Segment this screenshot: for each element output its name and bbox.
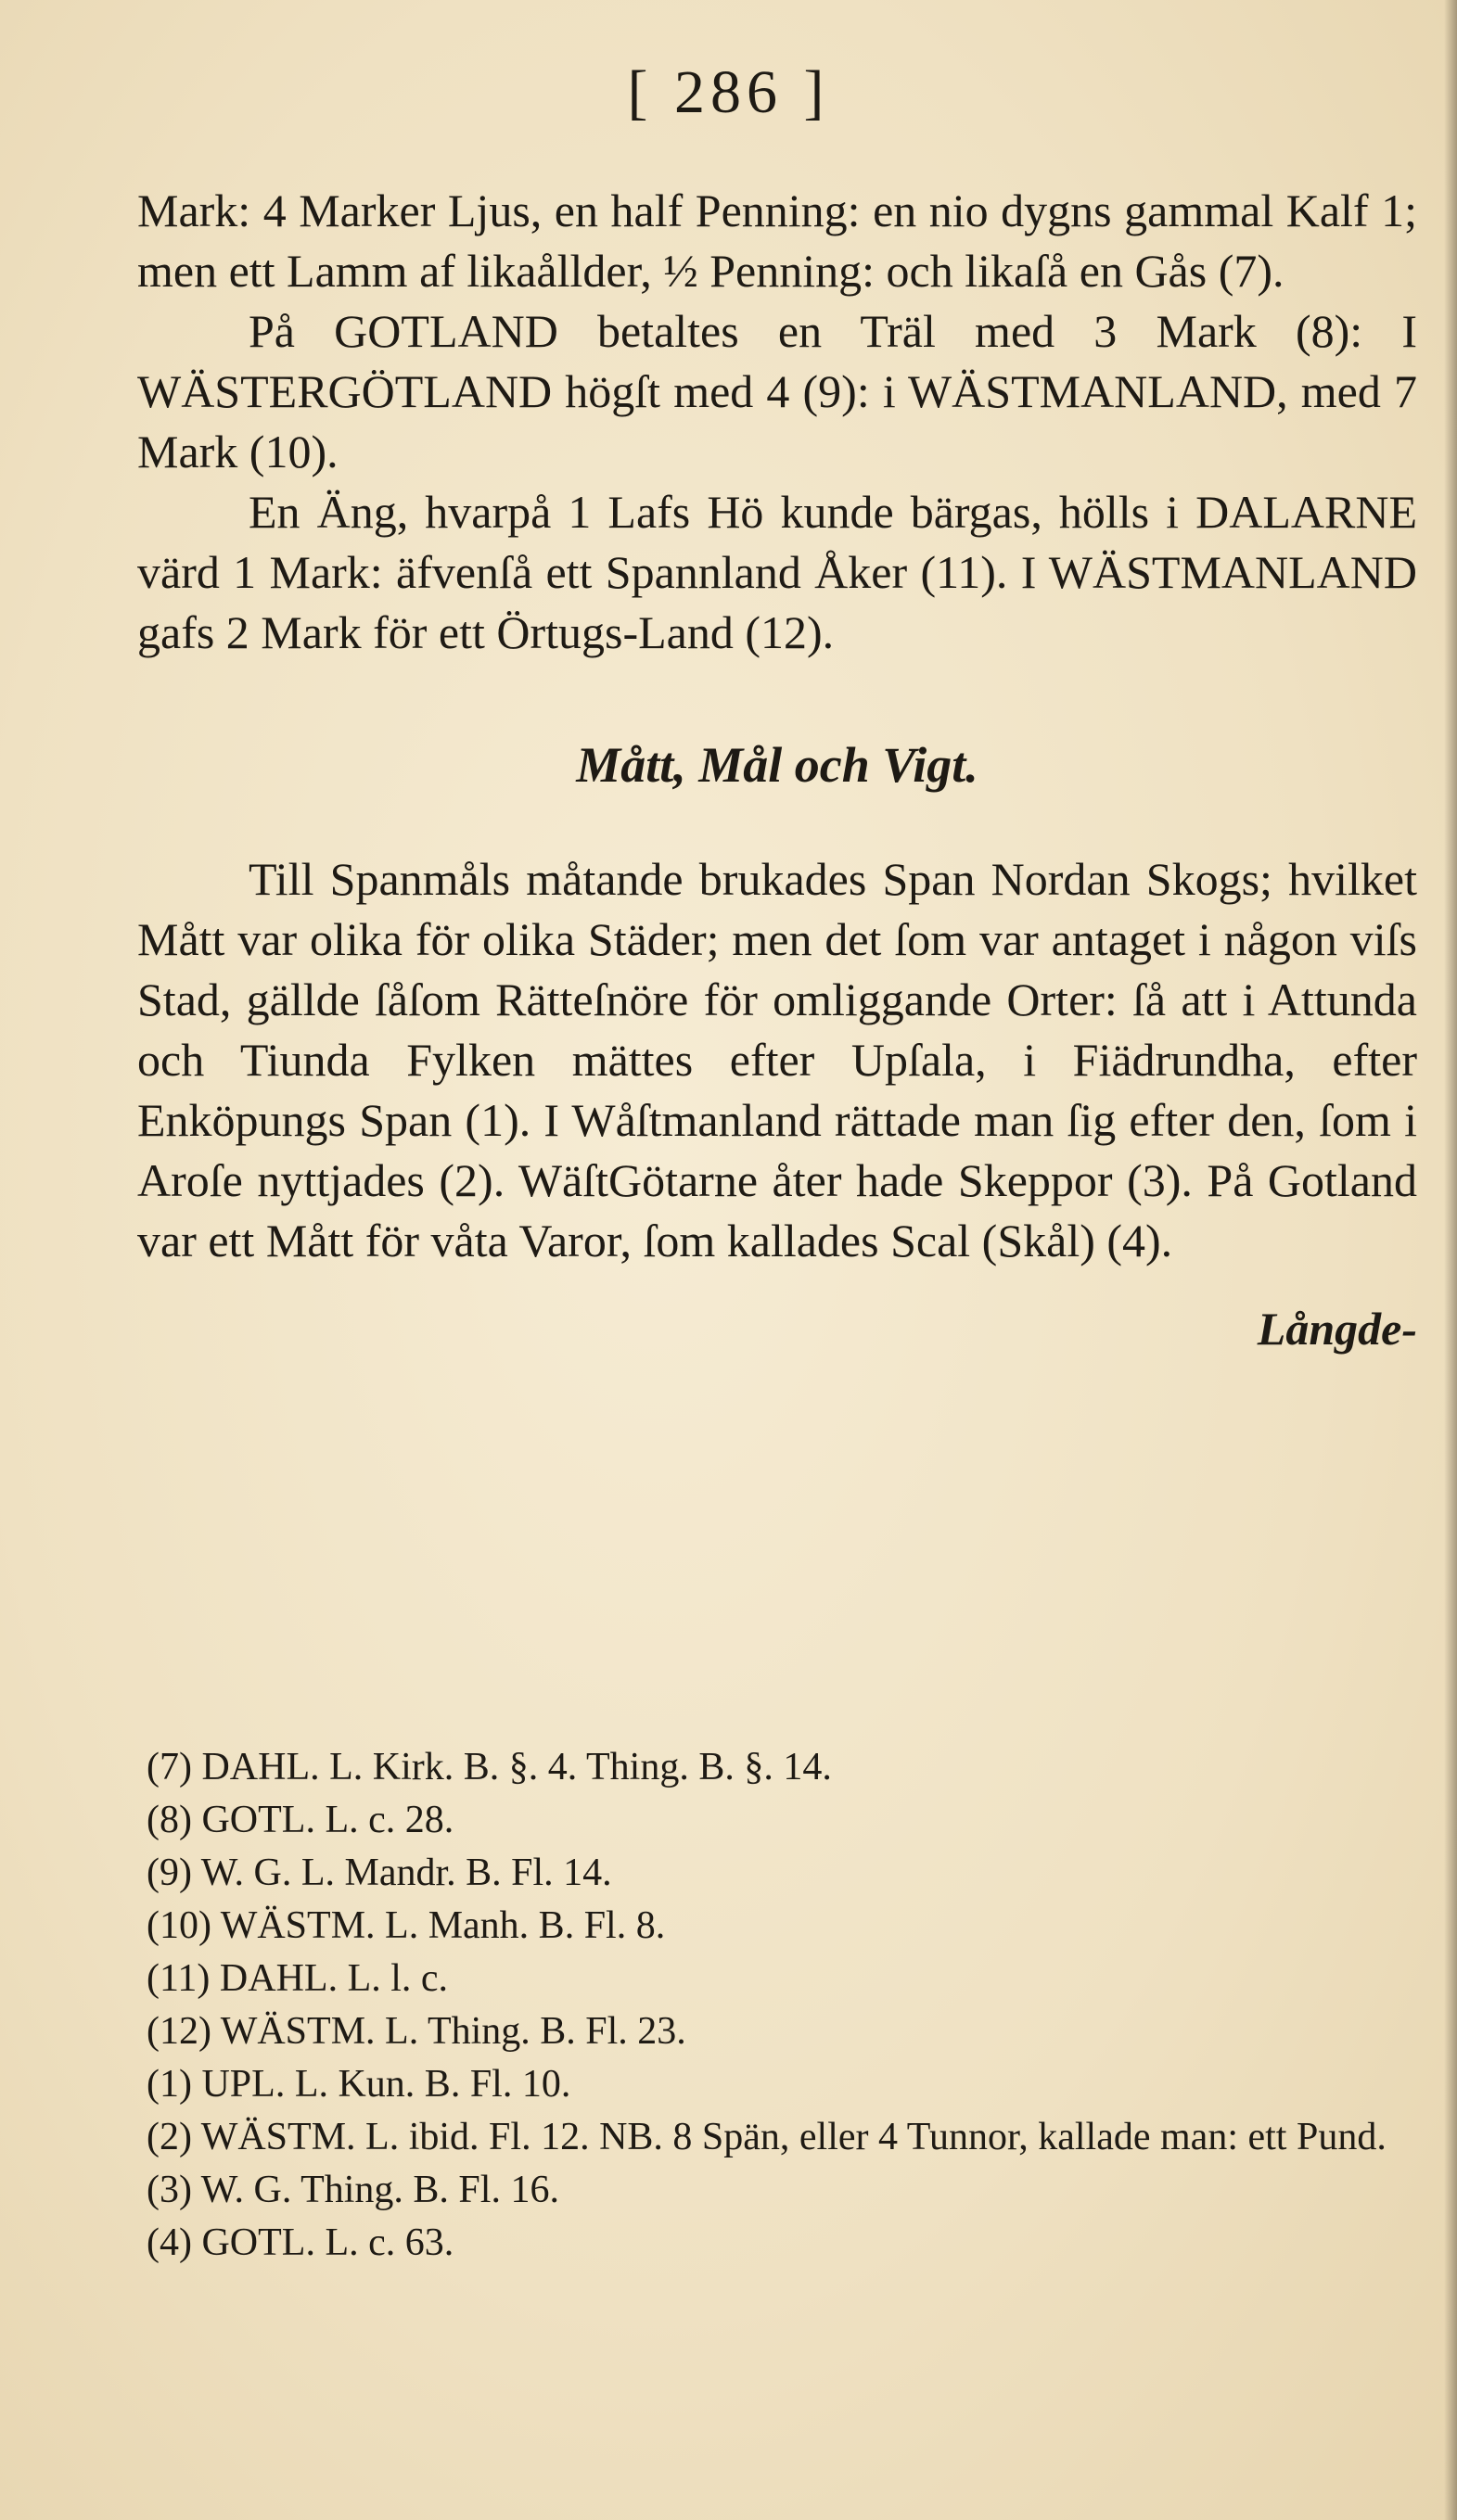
- footnote-3: (3) W. G. Thing. B. Fl. 16.: [147, 2169, 559, 2211]
- footnotes: [147, 1741, 1408, 2270]
- footnote-4: (4) GOTL. L. c. 63.: [147, 2221, 454, 2264]
- footnote-11: (11) DAHL. L. l. c.: [147, 1957, 449, 2000]
- footnote-2: (2) WÄSTM. L. ibid. Fl. 12. NB. 8 Spän, eller 4 Tunnor, kallade man: ett Pund.: [147, 2116, 1387, 2158]
- footnote-7: (7) DAHL. L. Kirk. B. §. 4. Thing. B. §. 14.: [147, 1746, 832, 1788]
- footnote-12: (12) WÄSTM. L. Thing. B. Fl. 23.: [147, 2010, 686, 2053]
- footnote-10: (10) WÄSTM. L. Manh. B. Fl. 8.: [147, 1904, 666, 1947]
- section-heading: Mått, Mål och Vigt.: [576, 737, 978, 793]
- paragraph-2: På GOTLAND betaltes en Träl med 3 Mark (8): I WÄSTERGÖTLAND högſt med 4 (9): i WÄSTMANLAND, med 7 Mark (10).: [137, 305, 1417, 477]
- paragraph-1: Mark: 4 Marker Ljus, en half Penning: en nio dygns gammal Kalf 1; men ett Lamm af likaållder, ½ Penning: och likaſå en Gås (7).: [137, 185, 1417, 297]
- footnote-1: (1) UPL. L. Kun. B. Fl. 10.: [147, 2063, 571, 2106]
- footnote-8: (8) GOTL. L. c. 28.: [147, 1799, 454, 1841]
- page-number: [ 286 ]: [627, 58, 830, 126]
- paragraph-3: En Äng, hvarpå 1 Lafs Hö kunde bärgas, hölls i DALARNE värd 1 Mark: äfvenſå ett Spannland Åker (11). I WÄSTMANLAND gafs 2 Mark för ett Örtugs-Land (12).: [137, 486, 1417, 658]
- catchword: Långde-: [1257, 1303, 1417, 1355]
- main-text: [137, 181, 1417, 1359]
- footnote-9: (9) W. G. L. Mandr. B. Fl. 14.: [147, 1852, 612, 1894]
- page-edge-shadow: [1444, 0, 1457, 2520]
- paragraph-section: Till Spanmåls måtande brukades Span Nordan Skogs; hvilket Mått var olika för olika Städer; men det ſom var antaget i någon viſs Stad, gällde ſåſom Rätteſnöre för omliggande Orter: ſå att i Attunda och Tiunda Fylken mättes efter Upſala, i Fiädrundha, efter Enköpungs Span (1). I Wåſtmanland rättade man ſig efter den, ſom i Aroſe nyttjades (2). WäſtGötarne åter hade Skeppor (3). På Gotland var ett Mått för våta Varor, ſom kallades Scal (Skål) (4).: [137, 853, 1417, 1266]
